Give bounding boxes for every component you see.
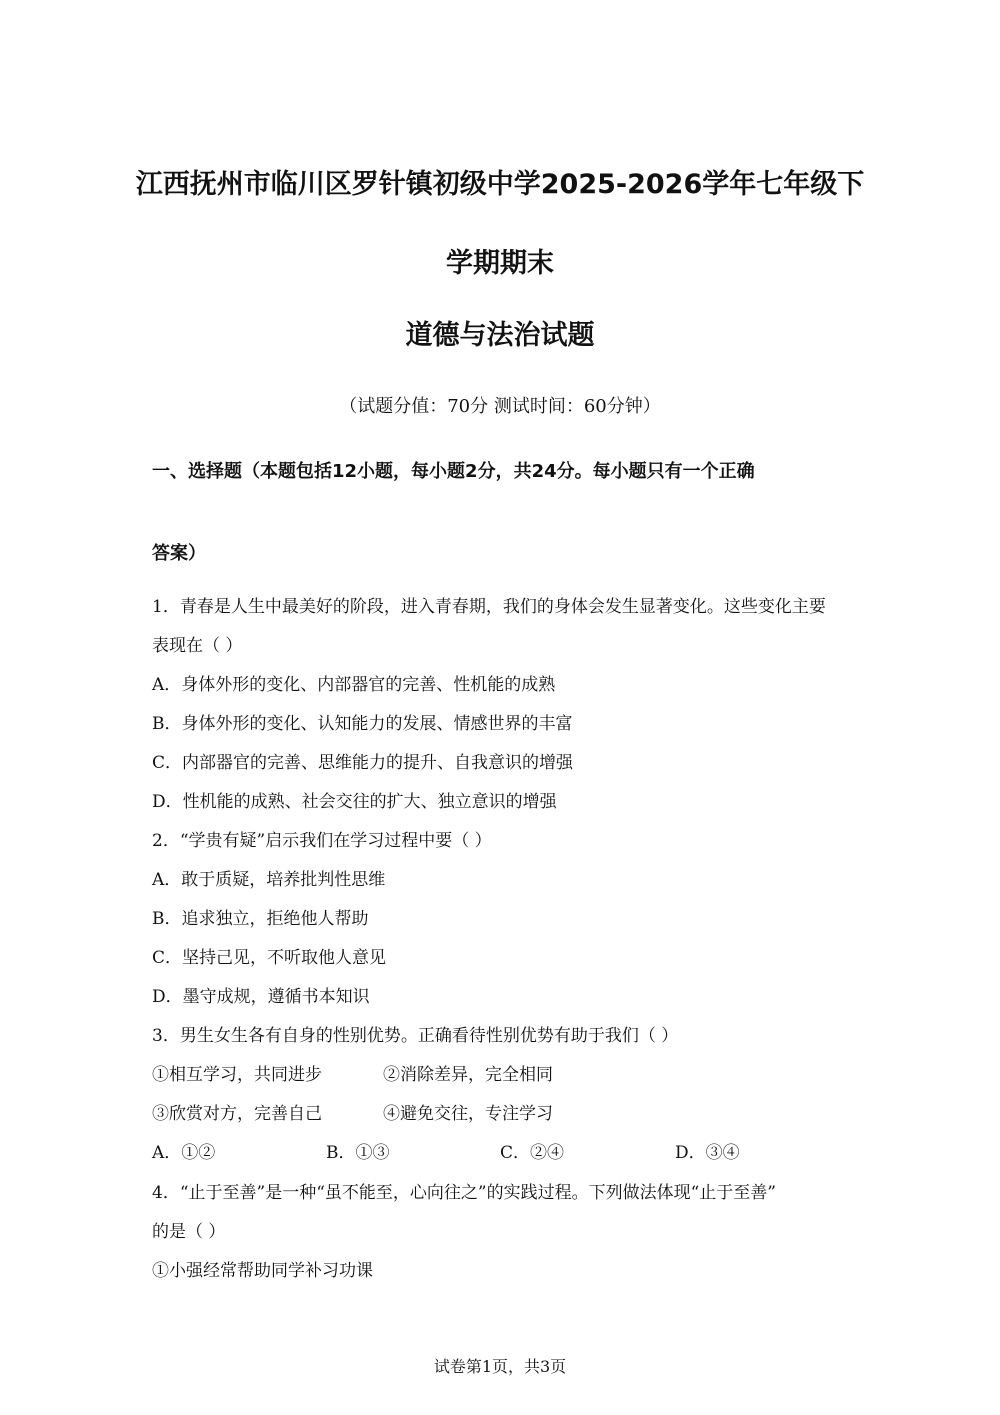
page-footer: 试卷第1页，共3页 — [433, 1357, 567, 1376]
q4-statement-1: ①小强经常帮助同学补习功课 — [152, 1261, 373, 1281]
q3-option-b: B．①③ — [326, 1143, 390, 1163]
q2-stem: 2．“学贵有疑”启示我们在学习过程中要（ ） — [152, 831, 492, 851]
q1-stem-line1: 1．青春是人生中最美好的阶段，进入青春期，我们的身体会发生显著变化。这些变化主要 — [152, 597, 826, 617]
q1-stem-line2: 表现在（ ） — [152, 636, 243, 656]
q2-option-c: C．坚持己见，不听取他人意见 — [152, 948, 387, 968]
q2-option-b: B．追求独立，拒绝他人帮助 — [152, 909, 369, 929]
q1-option-d: D．性机能的成熟、社会交往的扩大、独立意识的增强 — [152, 792, 557, 812]
q3-statement-2: ②消除差异，完全相同 — [383, 1065, 553, 1085]
q3-option-d: D．③④ — [675, 1143, 740, 1163]
q2-option-d: D．墨守成规，遵循书本知识 — [152, 987, 370, 1007]
section-heading-line2: 答案） — [152, 543, 206, 564]
q3-stem: 3．男生女生各有自身的性别优势。正确看待性别优势有助于我们（ ） — [152, 1026, 679, 1046]
q3-statement-3: ③欣赏对方，完善自己 — [152, 1104, 322, 1124]
q1-option-a: A．身体外形的变化、内部器官的完善、性机能的成熟 — [152, 675, 556, 695]
score-info: （试题分值：70分 测试时间：60分钟） — [339, 396, 661, 417]
q3-option-a: A．①② — [152, 1143, 216, 1163]
q1-option-b: B．身体外形的变化、认知能力的发展、情感世界的丰富 — [152, 714, 573, 734]
q3-statement-4: ④避免交往，专注学习 — [383, 1104, 553, 1124]
exam-title-line1: 江西抚州市临川区罗针镇初级中学2025-2026学年七年级下 — [135, 169, 865, 200]
q3-option-c: C．②④ — [500, 1143, 565, 1163]
exam-subject: 道德与法治试题 — [405, 320, 595, 351]
q4-stem-line1: 4．“止于至善”是一种“虽不能至，心向往之”的实践过程。下列做法体现“止于至善” — [152, 1183, 776, 1203]
q4-stem-line2: 的是（ ） — [152, 1222, 226, 1242]
q3-statement-1: ①相互学习，共同进步 — [152, 1065, 322, 1085]
q1-option-c: C．内部器官的完善、思维能力的提升、自我意识的增强 — [152, 753, 574, 773]
exam-title-line2: 学期期末 — [446, 248, 554, 279]
q2-option-a: A．敢于质疑，培养批判性思维 — [152, 870, 386, 890]
section-heading-line1: 一、选择题（本题包括12小题，每小题2分，共24分。每小题只有一个正确 — [152, 461, 755, 482]
